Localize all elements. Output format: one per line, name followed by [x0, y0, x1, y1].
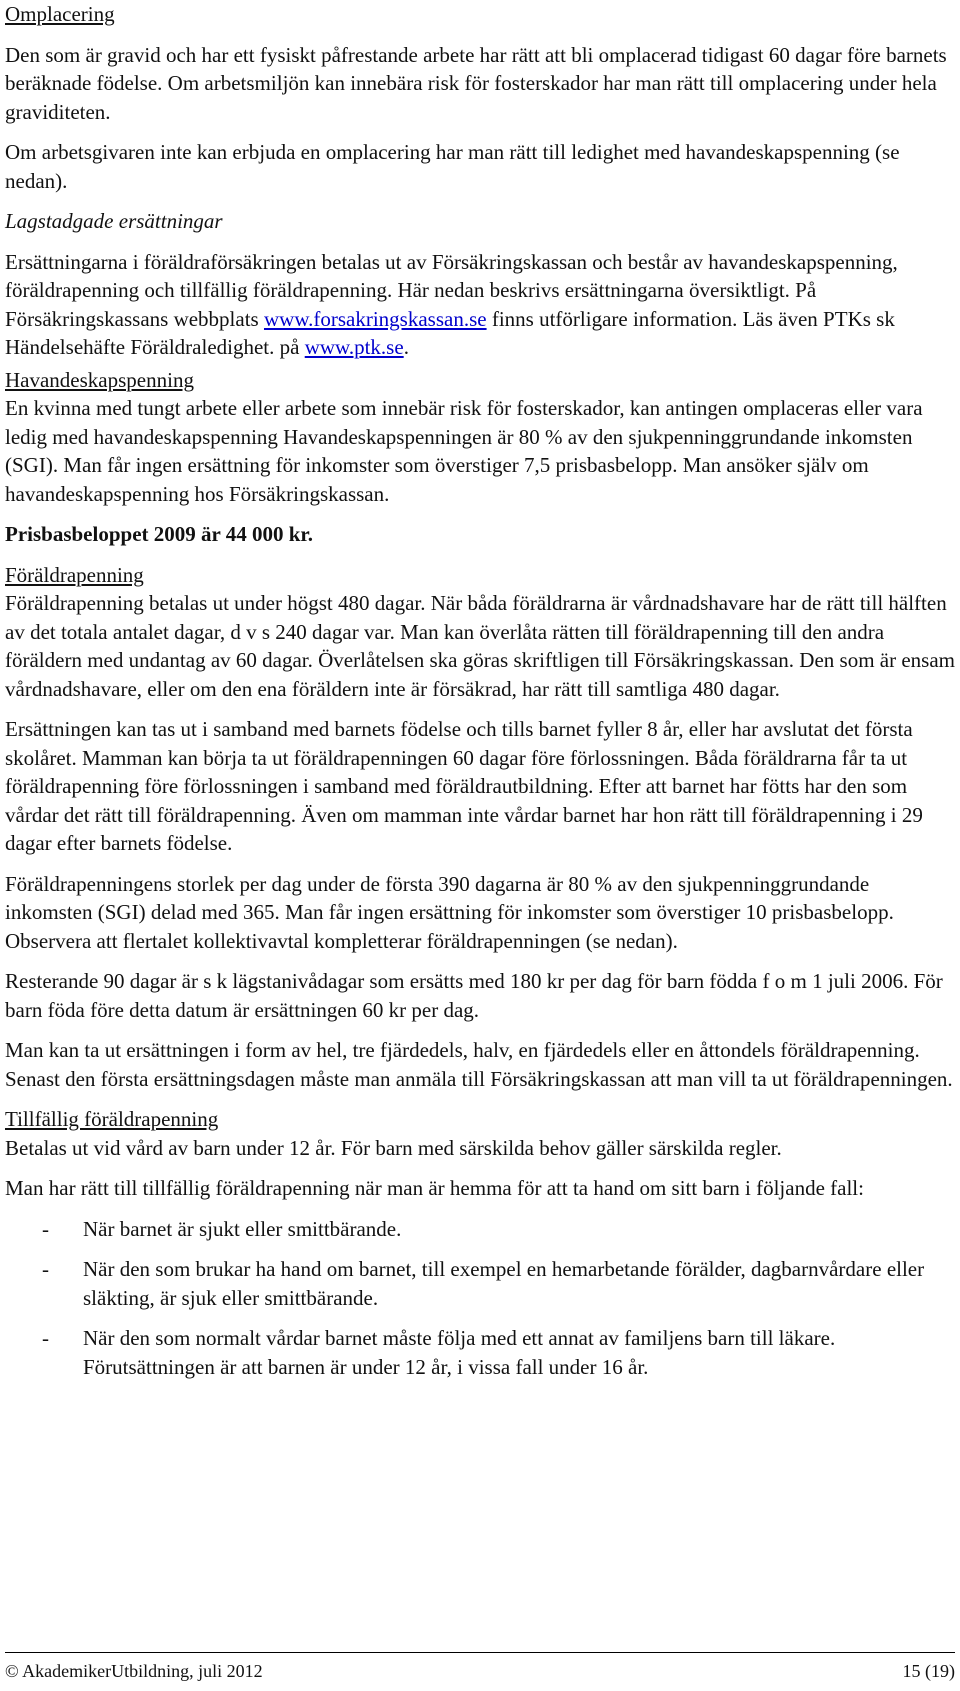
link-ptk[interactable]: www.ptk.se	[304, 335, 404, 359]
tillfallig-paragraph-1: Betalas ut vid vård av barn under 12 år. För barn med särskilda behov gäller särskilda regler.	[5, 1135, 782, 1160]
link-forsakringskassan[interactable]: www.forsakringskassan.se	[263, 306, 487, 331]
foraldrapenning-paragraph-3: Föräldrapenningens storlek per dag under de första 390 dagarna är 80 % av den sjukpenninggrundande inkomsten (SGI) delad med 365. Man får ingen ersättning för inkomster som överstiger 10 prisbasbelopp. Observera att flertalet kollektivavtal kompletterar föräldrapenningen (se nedan).	[5, 871, 894, 953]
list-dash: -	[42, 1257, 49, 1281]
foraldrapenning-paragraph-2: Ersättningen kan tas ut i samband med barnets födelse och tills barnet fyller 8 år, eller har avslutat det första skolåret. Mamman kan börja ta ut föräldrapenningen 60 dagar före förlossningen. Båda föräldrarna får ta ut föräldrapenning före förlossningen i samband med föräldrautbildning. Efter att barnet har fötts har den som vårdar det rätt till föräldrapenning. Även om mamman inte vårdar barnet har hon rätt till föräldrapenning i 29 dagar efter barnets födelse.	[5, 717, 923, 855]
heading-omplacering: Omplacering	[5, 2, 115, 26]
foraldrapenning-paragraph-1: Föräldrapenning betalas ut under högst 480 dagar. När båda föräldrarna är vårdnadshavare har de rätt till hälften av det totala antalet dagar, d v s 240 dagar var. Man kan överlåta rätten till föräldrapenning till den andra föräldern med undantag av 60 dagar. Överlåtelsen ska göras skriftligen till Försäkringskassan. Den som är ensam vårdnadshavare, eller om den ena föräldern inte är försäkrad, har rätt till samtliga 480 dagar.	[5, 591, 955, 701]
list-item-text: När den som normalt vårdar barnet måste följa med ett annat av familjens barn till läkare. Förutsättningen är att barnen är under 12 år, i vissa fall under 16 år.	[83, 1326, 836, 1379]
tillfallig-case-list	[5, 1215, 955, 1382]
havandeskap-paragraph: En kvinna med tungt arbete eller arbete som innebär risk för fosterskador, kan antingen omplaceras eller vara ledig med havandeskapspenning Havandeskapspenningen är 80 % av den sjukpenninggrundande inkomsten (SGI). Man får ingen ersättning för inkomster som överstiger 7,5 prisbasbelopp. Man ansöker själv om havandeskapspenning hos Försäkringskassan.	[5, 396, 923, 506]
tillfallig-paragraph-2: Man har rätt till tillfällig föräldrapenning när man är hemma för att ta hand om sitt barn i följande fall:	[5, 1176, 864, 1200]
footer-copyright: © AkademikerUtbildning, juli 2012	[5, 1661, 263, 1681]
page-footer	[5, 1652, 955, 1686]
lagstadgade-paragraph	[5, 248, 955, 362]
heading-havandeskapspenning: Havandeskapspenning	[5, 367, 194, 392]
omplacering-paragraph-2: Om arbetsgivaren inte kan erbjuda en omplacering har man rätt till ledighet med havandeskapspenning (se nedan).	[5, 140, 900, 193]
page-number: 15 (19)	[902, 1661, 955, 1681]
document-page	[5, 0, 955, 1381]
heading-foraldrapenning: Föräldrapenning	[5, 562, 144, 587]
omplacering-paragraph-1: Den som är gravid och har ett fysiskt påfrestande arbete har rätt att bli omplacerad tidigast 60 dagar före barnets beräknade födelse. Om arbetsmiljön kan innebära risk för fosterskador har man rätt till omplacering under hela graviditeten.	[5, 42, 947, 124]
heading-lagstadgade-ersattningar: Lagstadgade ersättningar	[5, 209, 223, 233]
list-item	[5, 1255, 955, 1312]
lagstadgade-text-2: finns utförligare information. Läs även PTKs sk Händelsehäfte Föräldraledighet. på	[5, 306, 895, 359]
heading-tillfallig-foraldrapenning: Tillfällig föräldrapenning	[5, 1107, 219, 1131]
list-item	[5, 1324, 955, 1381]
list-item-text: När den som brukar ha hand om barnet, till exempel en hemarbetande förälder, dagbarnvårdare eller släkting, är sjuk eller smittbärande.	[83, 1257, 925, 1310]
list-dash: -	[42, 1326, 49, 1350]
list-dash: -	[42, 1216, 49, 1241]
foraldrapenning-paragraph-4: Resterande 90 dagar är s k lägstanivådagar som ersätts med 180 kr per dag för barn födda f o m 1 juli 2006. För barn föda före detta datum är ersättningen 60 kr per dag.	[5, 969, 943, 1022]
lagstadgade-text-end: .	[403, 335, 409, 359]
list-item	[5, 1215, 955, 1244]
list-item-text: När barnet är sjukt eller smittbärande.	[83, 1216, 402, 1241]
prisbasbelopp-note: Prisbasbeloppet 2009 är 44 000 kr.	[5, 522, 314, 546]
lagstadgade-text-1: Ersättningarna i föräldraförsäkringen betalas ut av Försäkringskassan och består av havandeskapspenning, föräldrapenning och tillfällig föräldrapenning. Här nedan beskrivs ersättningarna översiktligt. På Försäkringskassans webbplats	[5, 249, 898, 331]
foraldrapenning-paragraph-5: Man kan ta ut ersättningen i form av hel, tre fjärdedels, halv, en fjärdedels eller en åttondels föräldrapenning. Senast den första ersättningsdagen måste man anmäla till Försäkringskassan att man vill ta ut föräldrapenningen.	[5, 1038, 953, 1091]
